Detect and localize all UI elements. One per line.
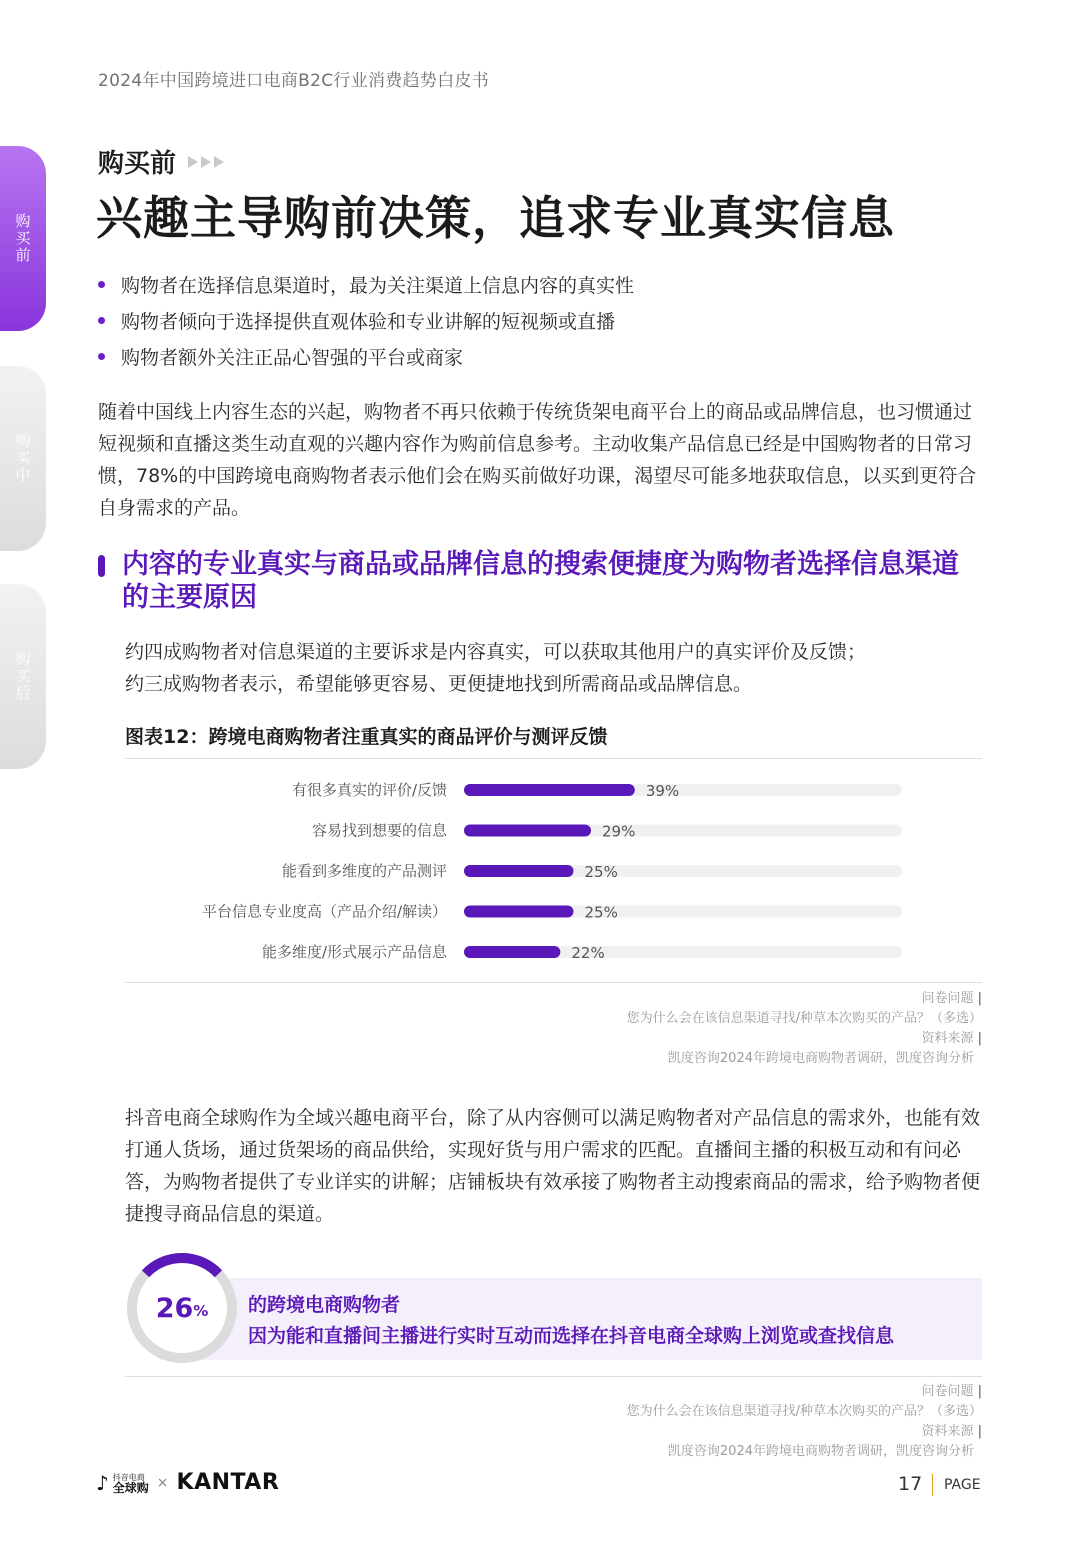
bar-category-label: 能看到多维度的产品测评 bbox=[281, 862, 447, 880]
bar-value-label: 25% bbox=[584, 903, 618, 922]
bar-category-label: 能多维度/形式展示产品信息 bbox=[261, 943, 447, 961]
section-label-text: 购买前 bbox=[98, 149, 177, 179]
source-label: 资料来源 | bbox=[921, 1031, 982, 1046]
body-paragraph: 抖音电商全球购作为全域兴趣电商平台，除了从内容侧可以满足购物者对产品信息的需求外，也能有效打通人货场，通过货架场的商品供给，实现好货与用户需求的匹配。直播间主播的积极互动和有问必答，为购物者提供了专业详实的讲解；店铺板块有效承接了购物者主动搜索商品的需求，给予购物者便捷搜寻商品信息的渠道。 bbox=[125, 1107, 981, 1225]
arrow-right-icon bbox=[188, 156, 198, 168]
bullet-dot-icon bbox=[98, 317, 105, 324]
bullet-text: 购物者在选择信息渠道时，最为关注渠道上信息内容的真实性 bbox=[121, 274, 635, 297]
bar-value-label: 39% bbox=[645, 782, 680, 800]
side-tab-during-purchase[interactable] bbox=[0, 366, 46, 551]
divider bbox=[125, 758, 982, 759]
list-item bbox=[98, 338, 634, 374]
chart-source-note bbox=[627, 989, 982, 1069]
question-text: 您为什么会在该信息渠道寻找/种草本次购买的产品？（多选） bbox=[626, 1011, 982, 1026]
question-label: 问卷问题 | bbox=[921, 1384, 982, 1399]
times-symbol: × bbox=[156, 1474, 169, 1491]
brand-douyin-global bbox=[113, 1472, 149, 1494]
divider bbox=[125, 982, 982, 983]
douyin-logo-icon: ♪ bbox=[96, 1470, 109, 1495]
stat-unit: % bbox=[193, 1302, 209, 1320]
finding-line: 约三成购物者表示，希望能够更容易、更便捷地找到所需商品或品牌信息。 bbox=[125, 673, 753, 695]
brand-top-text: 抖音电商 bbox=[112, 1472, 145, 1482]
stat-line: 因为能和直播间主播进行实时互动而选择在抖音电商全球购上浏览或查找信息 bbox=[248, 1325, 895, 1347]
source-label: 资料来源 | bbox=[921, 1424, 982, 1439]
stat-line: 的跨境电商购物者 bbox=[248, 1294, 401, 1316]
bar-value-label: 25% bbox=[584, 863, 618, 881]
side-tab-after-purchase[interactable] bbox=[0, 584, 46, 769]
arrow-right-icon bbox=[201, 156, 211, 168]
stat-source-note bbox=[627, 1382, 982, 1462]
page-separator bbox=[932, 1474, 933, 1496]
subsection-heading bbox=[98, 548, 978, 614]
bar-category-label: 容易找到想要的信息 bbox=[311, 821, 447, 840]
subsection-heading-text: 内容的专业真实与商品或品牌信息的搜索便捷度为购物者选择信息渠道的主要原因 bbox=[122, 549, 959, 613]
brand-main-text: 全球购 bbox=[112, 1480, 149, 1495]
arrow-right-icon bbox=[214, 156, 224, 168]
page-headline: 兴趣主导购前决策，追求专业真实信息 bbox=[96, 191, 895, 245]
source-text: 凯度咨询2024年跨境电商购物者调研，凯度咨询分析 bbox=[667, 1444, 974, 1459]
bar-chart bbox=[125, 770, 982, 970]
bar-fill bbox=[464, 946, 560, 958]
intro-paragraph: 随着中国线上内容生态的兴起，购物者不再只依赖于传统货架电商平台上的商品或品牌信息，也习惯通过短视频和直播这类生动直观的兴趣内容作为购前信息参考。主动收集产品信息已经是中国购物者的日常习惯，78%的中国跨境电商购物者表示他们会在购买前做好功课，渴望尽可能多地获取信息，以买到更符合自身需求的产品。 bbox=[98, 401, 977, 519]
section-label bbox=[98, 143, 224, 180]
finding-text bbox=[125, 636, 985, 700]
side-tab-label: 购买前 bbox=[13, 213, 32, 264]
bullet-text: 购物者倾向于选择提供直观体验和专业讲解的短视频或直播 bbox=[121, 310, 616, 333]
bar-fill bbox=[464, 906, 574, 918]
question-text: 您为什么会在该信息渠道寻找/种草本次购买的产品？（多选） bbox=[626, 1404, 982, 1419]
arrows-decoration bbox=[188, 156, 224, 168]
page-number: 17 bbox=[898, 1473, 923, 1495]
kantar-logo: KANTAR bbox=[176, 1470, 280, 1495]
bar-category-label: 有很多真实的评价/反馈 bbox=[291, 781, 447, 799]
side-tab-before-purchase[interactable] bbox=[0, 146, 46, 331]
page-word: PAGE bbox=[944, 1477, 981, 1493]
report-title: 2024年中国跨境进口电商B2C行业消费趋势白皮书 bbox=[98, 71, 490, 91]
source-text: 凯度咨询2024年跨境电商购物者调研，凯度咨询分析 bbox=[667, 1051, 974, 1066]
bullet-text: 购物者额外关注正品心智强的平台或商家 bbox=[121, 346, 464, 369]
footer-logos bbox=[96, 1470, 279, 1495]
side-tab-label: 购买后 bbox=[13, 651, 32, 702]
finding-line: 约四成购物者对信息渠道的主要诉求是内容真实，可以获取其他用户的真实评价及反馈； bbox=[125, 641, 867, 663]
question-label: 问卷问题 | bbox=[921, 991, 982, 1006]
chart-title: 图表12：跨境电商购物者注重真实的商品评价与测评反馈 bbox=[125, 726, 608, 748]
bar-fill bbox=[464, 784, 635, 796]
bar-category-label: 平台信息专业度高（产品介绍/解读） bbox=[201, 902, 447, 921]
key-points-list bbox=[98, 266, 634, 374]
bar-value-label: 29% bbox=[602, 822, 636, 841]
side-tab-label: 购买中 bbox=[13, 433, 32, 484]
list-item bbox=[98, 302, 634, 338]
stat-value bbox=[125, 1251, 239, 1365]
bar-fill bbox=[464, 825, 591, 837]
divider bbox=[125, 1376, 982, 1377]
stat-number: 26 bbox=[155, 1292, 194, 1324]
stat-description bbox=[248, 1290, 894, 1352]
heading-accent-bar bbox=[98, 555, 105, 577]
bar-value-label: 22% bbox=[571, 944, 605, 962]
bullet-dot-icon bbox=[98, 353, 105, 360]
list-item bbox=[98, 266, 634, 302]
bar-fill bbox=[464, 865, 574, 877]
bullet-dot-icon bbox=[98, 281, 105, 288]
